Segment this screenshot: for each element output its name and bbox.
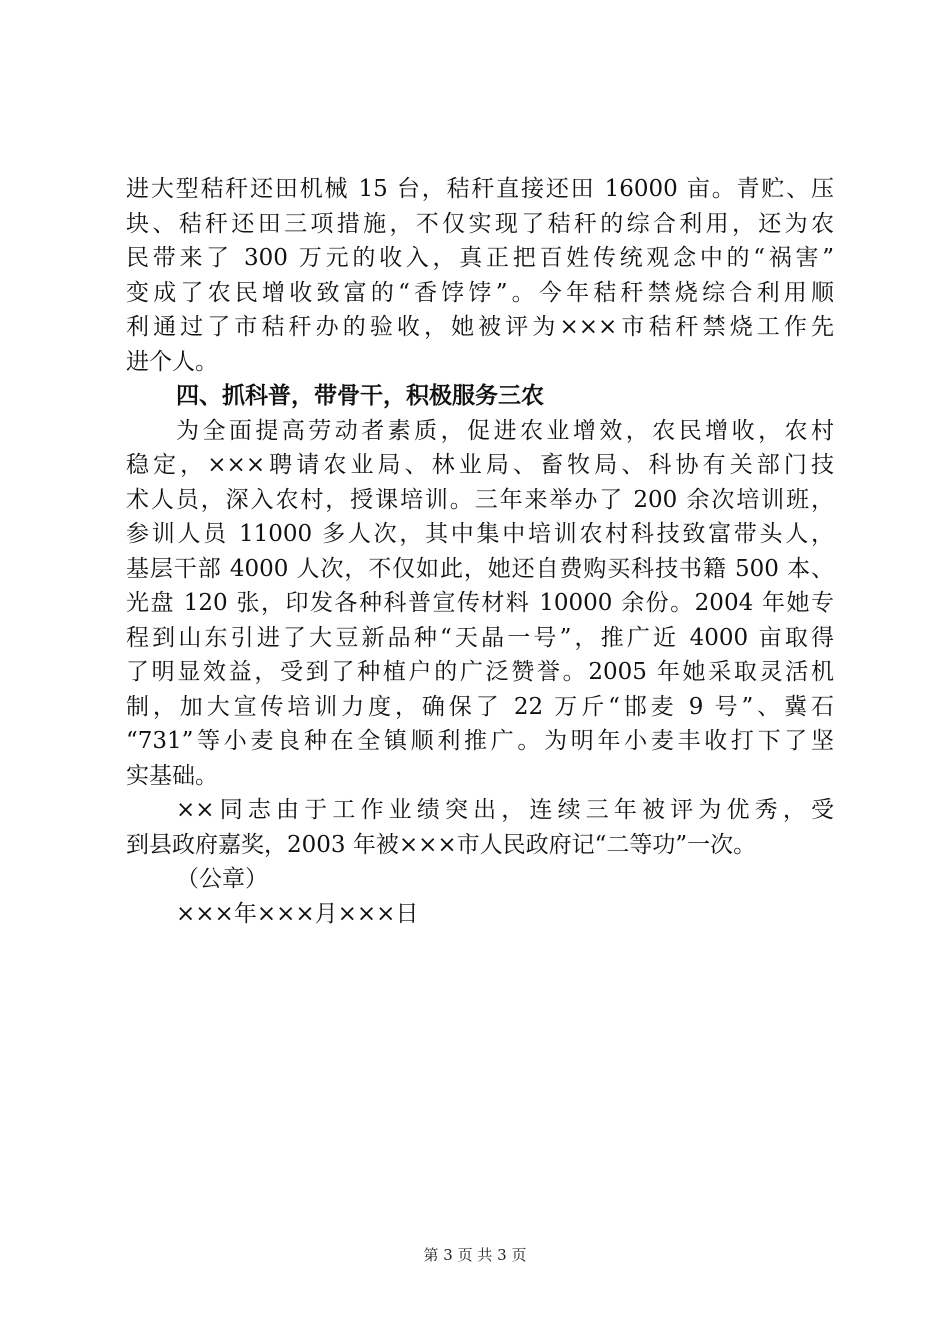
text-line: ××同志由于工作业绩突出，连续三年被评为优秀，受	[176, 797, 834, 823]
paragraph-straw-utilization	[126, 172, 834, 379]
text-line: 进个人。	[126, 348, 218, 375]
text-line: 了明显效益，受到了种植户的广泛赞誉。2005 年她采取灵活机	[126, 659, 834, 685]
text-line: 实基础。	[126, 762, 218, 789]
text-line: 光盘 120 张，印发各种科普宣传材料 10000 余份。2004 年她专	[126, 590, 834, 616]
text-line: 到县政府嘉奖，2003 年被×××市人民政府记“二等功”一次。	[126, 831, 757, 858]
paragraph-science-training	[126, 414, 834, 794]
text-line: 程到山东引进了大豆新品种“天晶一号”，推广近 4000 亩取得	[126, 624, 834, 651]
text-line: 基层干部 4000 人次，不仅如此，她还自费购买科技书籍 500 本、	[126, 555, 834, 582]
text-line: 参训人员 11000 多人次，其中集中培训农村科技致富带头人，	[126, 521, 834, 547]
text-line: 变成了农民增收致富的“香饽饽”。今年秸秆禁烧综合利用顺	[126, 279, 834, 306]
text-line: 利通过了市秸秆办的验收，她被评为×××市秸秆禁烧工作先	[126, 314, 834, 340]
page-footer: 第 3 页 共 3 页	[423, 1246, 527, 1264]
text-line: 块、秸秆还田三项措施，不仅实现了秸秆的综合利用，还为农	[126, 210, 834, 237]
seal-placeholder: （公章）	[176, 866, 268, 892]
text-line: “731”等小麦良种在全镇顺利推广。为明年小麦丰收打下了坚	[126, 728, 834, 754]
text-line: 进大型秸秆还田机械 15 台，秸秆直接还田 16000 亩。青贮、压	[126, 176, 834, 202]
text-line: 稳定，×××聘请农业局、林业局、畜牧局、科协有关部门技	[126, 452, 834, 478]
document-body	[126, 172, 834, 931]
text-line: 制，加大宣传培训力度，确保了 22 万斤“邯麦 9 号”、冀石	[126, 693, 834, 720]
paragraph-summary	[126, 793, 834, 862]
text-line: 术人员，深入农村，授课培训。三年来举办了 200 余次培训班，	[126, 486, 834, 513]
text-line: 民带来了 300 万元的收入，真正把百姓传统观念中的“祸害”	[126, 245, 834, 271]
text-line: 为全面提高劳动者素质，促进农业增效，农民增收，农村	[176, 417, 834, 444]
date-line: ×××年×××月×××日	[176, 900, 419, 927]
section-heading: 四、抓科普，带骨干，积极服务三农	[176, 383, 544, 409]
